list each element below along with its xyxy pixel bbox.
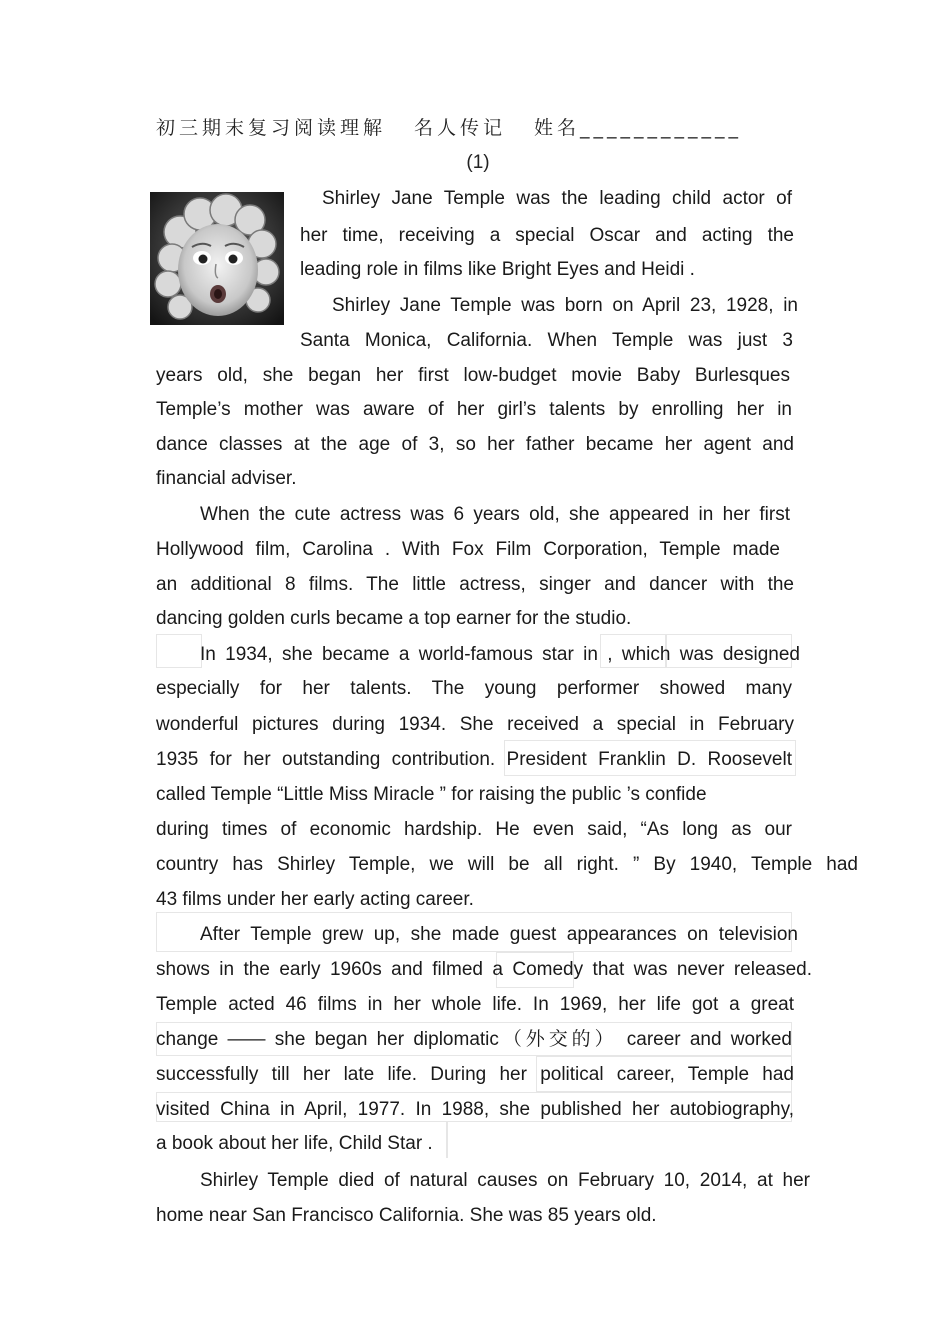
text-line: during times of economic hardship. He even said, “As long as our <box>156 819 792 840</box>
text-line: an additional 8 films. The little actress, singer and dancer with the <box>156 574 794 595</box>
layout-box <box>446 1122 448 1158</box>
text-line: dance classes at the age of 3, so her father became her agent and <box>156 434 794 455</box>
text-line: her time, receiving a special Oscar and acting the <box>300 225 794 246</box>
passage-number: (1) <box>466 152 490 173</box>
text-line: especially for her talents. The young performer showed many <box>156 678 792 699</box>
text-line: Shirley Jane Temple was born on April 23, 1928, in <box>332 295 798 316</box>
text-line: After Temple grew up, she made guest appearances on television <box>200 924 798 945</box>
text-line: visited China in April, 1977. In 1988, she published her autobiography, <box>156 1099 794 1120</box>
title-name-field: 姓名____________ <box>534 117 743 139</box>
text-line: leading role in films like Bright Eyes and Heidi . <box>300 259 695 280</box>
worksheet-title <box>156 113 796 140</box>
text-line: Shirley Temple died of natural causes on February 10, 2014, at her <box>200 1170 810 1191</box>
child-portrait-photo <box>150 192 284 325</box>
text-line: 1935 for her outstanding contribution. President Franklin D. Roosevelt <box>156 749 792 770</box>
text-line: Temple acted 46 films in her whole life. In 1969, her life got a great <box>156 994 794 1015</box>
text-line: successfully till her late life. During her political career, Temple had <box>156 1064 794 1085</box>
text-line: home near San Francisco California. She was 85 years old. <box>156 1205 657 1226</box>
text-line: Shirley Jane Temple was the leading child actor of <box>322 188 792 209</box>
text-line: shows in the early 1960s and filmed a Comedy that was never released. <box>156 959 812 980</box>
text-line: In 1934, she became a world-famous star in , which was designed <box>200 644 800 665</box>
text-line: Santa Monica, California. When Temple was just 3 <box>300 330 793 351</box>
layout-box <box>156 634 202 668</box>
text-line: a book about her life, Child Star . <box>156 1133 433 1154</box>
text-line: wonderful pictures during 1934. She received a special in February <box>156 714 794 735</box>
text-line: Temple’s mother was aware of her girl’s talents by enrolling her in <box>156 399 792 420</box>
text-line: country has Shirley Temple, we will be all right. ” By 1940, Temple had <box>156 854 858 875</box>
text-line: years old, she began her first low-budget movie Baby Burlesques <box>156 365 790 386</box>
text-line: When the cute actress was 6 years old, she appeared in her first <box>200 504 790 525</box>
text-line: called Temple “Little Miss Miracle ” for raising the public ’s confide <box>156 784 707 805</box>
text-line: 43 films under her early acting career. <box>156 889 474 910</box>
text-line: change —— she began her diplomatic（外交的） career and worked <box>156 1029 792 1050</box>
text-line: dancing golden curls became a top earner for the studio. <box>156 608 632 629</box>
title-section: 初三期末复习阅读理解 <box>156 117 387 139</box>
text-line: Hollywood film, Carolina . With Fox Film Corporation, Temple made <box>156 539 780 560</box>
text-line: financial adviser. <box>156 468 297 489</box>
portrait-image-icon <box>150 192 284 325</box>
title-topic: 名人传记 <box>414 117 507 139</box>
